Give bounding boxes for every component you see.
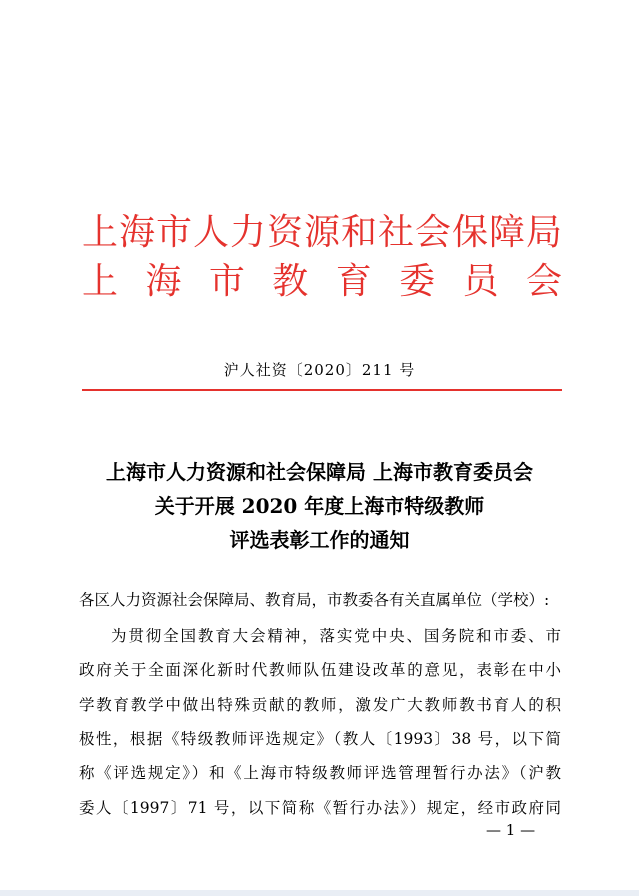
page-number: — 1 — [486, 821, 536, 839]
document-title-line-1: 上海市人力资源和社会保障局 上海市教育委员会 [106, 460, 533, 484]
document-title-line-3: 评选表彰工作的通知 [229, 528, 410, 552]
issuing-agency-line-1: 上海市人力资源和社会保障局 [82, 212, 562, 253]
paragraph-line-2: 政府关于全面深化新时代教师队伍建设改革的意见，表彰在中小 [79, 661, 561, 679]
paragraph-line-6: 委人〔1997〕71 号，以下简称《暂行办法》）规定，经市政府同 [79, 799, 561, 817]
paragraph-line-3: 学教育教学中做出特殊贡献的教师，激发广大教师教书育人的积 [79, 696, 561, 714]
red-header-rule [82, 389, 562, 391]
issuing-agency-line-2: 上 海 市 教 育 委 员 会 [82, 261, 562, 302]
paragraph-line-4: 极性，根据《特级教师评选规定》（教人〔1993〕38 号，以下简 [79, 730, 561, 748]
salutation: 各区人力资源社会保障局、教育局，市教委各有关直属单位（学校）: [79, 591, 550, 609]
paragraph-line-5: 称《评选规定》）和《上海市特级教师评选管理暂行办法》（沪教 [79, 764, 561, 782]
paragraph-line-1: 为贯彻全国教育大会精神，落实党中央、国务院和市委、市 [111, 627, 561, 645]
document-title-line-2: 关于开展 2020 年度上海市特级教师 [154, 494, 485, 518]
document-number: 沪人社资〔2020〕211 号 [223, 361, 416, 379]
viewer-bottom-edge [0, 890, 639, 896]
